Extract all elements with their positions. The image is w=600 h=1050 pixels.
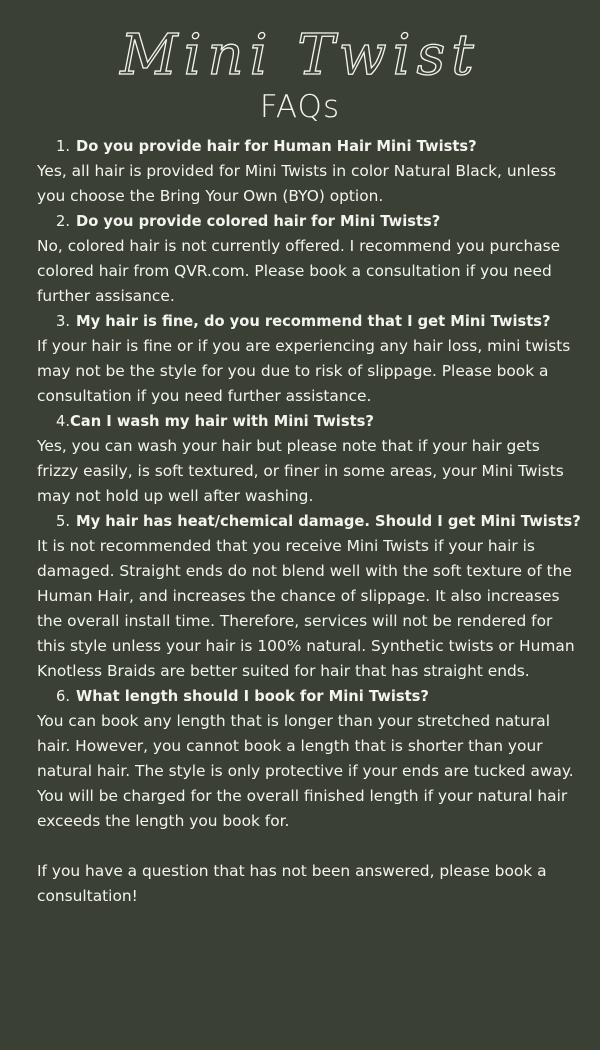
script-title-text: Mini Twist (120, 23, 480, 88)
faq-number-3: 3. (55, 313, 70, 330)
faq-question-text-5: My hair has heat/chemical damage. Should I get Mini Twists? (76, 513, 581, 530)
faq-item-6 (37, 684, 582, 834)
faq-question-2 (37, 209, 582, 234)
faq-answer-6: You can book any length that is longer than your stretched natural hair. However, you cannot book a length that is shorter than your natural hair. The style is only protective if your ends are tucked away. You will be charged for the overall finished length if your natural hair exceeds the length you book for. (37, 712, 574, 830)
faq-question-3 (37, 309, 582, 334)
faq-number-4: 4. (55, 413, 70, 430)
faq-question-6 (37, 684, 582, 709)
header (0, 0, 600, 128)
faq-item-3 (37, 309, 582, 409)
faq-question-text-1: Do you provide hair for Human Hair Mini Twists? (76, 138, 477, 155)
script-title (0, 12, 600, 96)
faq-question-text-4: Can I wash my hair with Mini Twists? (70, 413, 374, 430)
faq-question-text-3: My hair is fine, do you recommend that I get Mini Twists? (76, 313, 551, 330)
faq-answer-4: Yes, you can wash your hair but please note that if your hair gets frizzy easily, is soft textured, or finer in some areas, your Mini Twists may not hold up well after washing. (37, 437, 564, 505)
script-title-logo (0, 12, 600, 96)
faq-number-2: 2. (55, 213, 70, 230)
faq-number-1: 1. (55, 138, 70, 155)
faq-question-5 (37, 509, 582, 534)
faq-item-4 (37, 409, 582, 509)
faq-answer-5: It is not recommended that you receive Mini Twists if your hair is damaged. Straight ends do not blend well with the soft texture of the Human Hair, and increases the chance of slippage. It also increases the overall install time. Therefore, services will not be rendered for this style unless your hair is 100% natural. Synthetic twists or Human Knotless Braids are better suited for hair that has straight ends. (37, 537, 575, 680)
faq-question-4 (37, 409, 582, 434)
page-title: FAQs (259, 89, 341, 125)
faq-answer-3: If your hair is fine or if you are experiencing any hair loss, mini twists may not be the style for you due to risk of slippage. Please book a consultation if you need further assistance. (37, 337, 571, 405)
faq-number-5: 5. (55, 513, 70, 530)
faq-item-5 (37, 509, 582, 684)
faq-item-2 (37, 209, 582, 309)
faq-question-text-6: What length should I book for Mini Twists? (76, 688, 429, 705)
faq-list (37, 134, 582, 909)
faq-number-6: 6. (55, 688, 70, 705)
closing-note: If you have a question that has not been answered, please book a consultation! (37, 862, 547, 905)
faq-answer-2: No, colored hair is not currently offered. I recommend you purchase colored hair from QVR.com. Please book a consultation if you need further assisance. (37, 237, 561, 305)
faq-item-1 (37, 134, 582, 209)
faq-question-1 (37, 134, 582, 159)
faq-answer-1: Yes, all hair is provided for Mini Twists in color Natural Black, unless you choose the Bring Your Own (BYO) option. (37, 162, 557, 205)
faq-question-text-2: Do you provide colored hair for Mini Twists? (76, 213, 441, 230)
